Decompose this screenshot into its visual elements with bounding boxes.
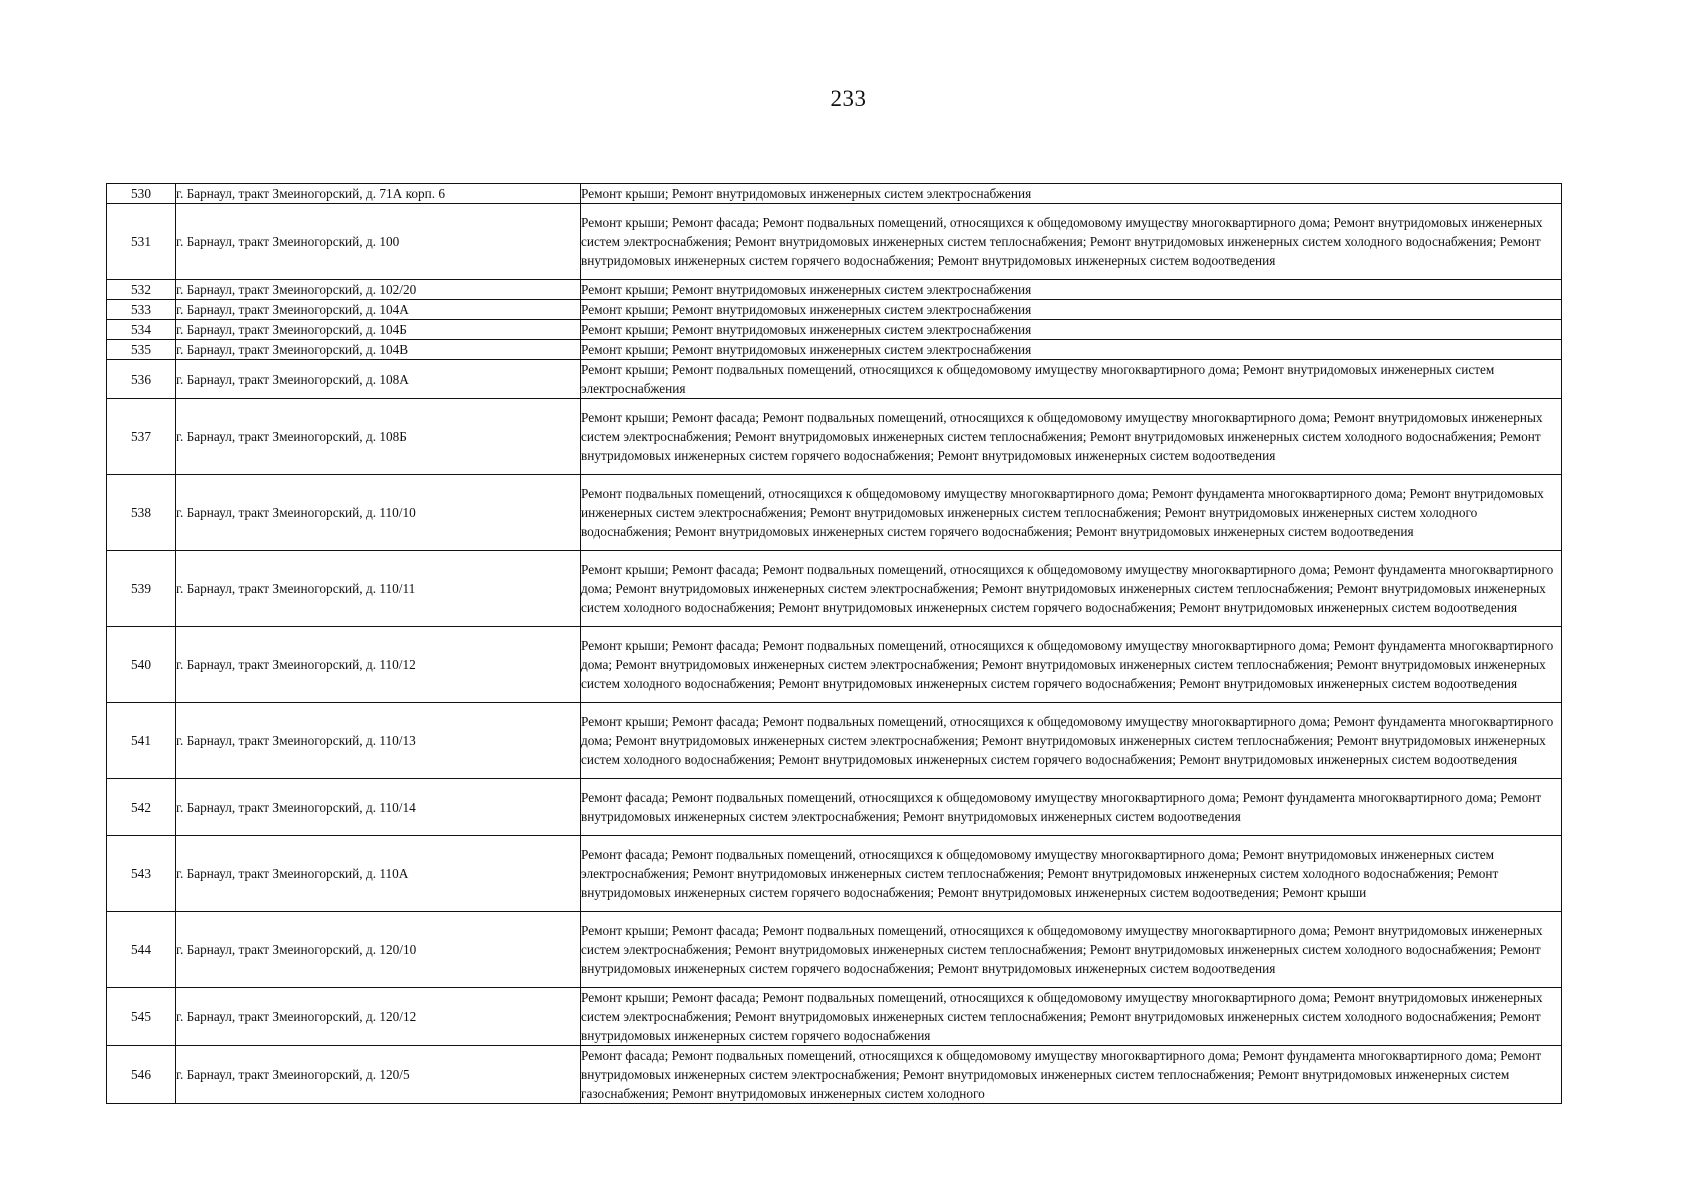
row-number-cell: 540 bbox=[107, 627, 176, 703]
address-cell: г. Барнаул, тракт Змеиногорский, д. 104В bbox=[176, 340, 581, 360]
row-number-cell: 533 bbox=[107, 300, 176, 320]
works-text: Ремонт крыши; Ремонт фасада; Ремонт подвальных помещений, относящихся к общедомовому имуществу многоквартирного дома; Ремонт внутридомовых инженерных систем электроснабжения; Ремонт внутридомовых инженерных систем теплоснабжения; Ремонт внутридомовых инженерных систем холодного водоснабжения; Ремонт внутридомовых инженерных систем горячего водоснабжения; Ремонт внутридомовых инженерных систем водоотведения bbox=[581, 410, 1543, 463]
address-cell: г. Барнаул, тракт Змеиногорский, д. 71А корп. 6 bbox=[176, 184, 581, 204]
works-cell bbox=[581, 627, 1562, 703]
row-number-cell: 544 bbox=[107, 912, 176, 988]
works-cell bbox=[581, 399, 1562, 475]
works-cell bbox=[581, 988, 1562, 1046]
works-cell bbox=[581, 836, 1562, 912]
works-text: Ремонт крыши; Ремонт внутридомовых инженерных систем электроснабжения bbox=[581, 186, 1032, 201]
works-text: Ремонт крыши; Ремонт внутридомовых инженерных систем электроснабжения bbox=[581, 322, 1032, 337]
table-row bbox=[107, 340, 1562, 360]
address-cell: г. Барнаул, тракт Змеиногорский, д. 120/10 bbox=[176, 912, 581, 988]
address-cell: г. Барнаул, тракт Змеиногорский, д. 108А bbox=[176, 360, 581, 399]
address-cell: г. Барнаул, тракт Змеиногорский, д. 110/10 bbox=[176, 475, 581, 551]
address-cell: г. Барнаул, тракт Змеиногорский, д. 102/20 bbox=[176, 280, 581, 300]
table-row bbox=[107, 627, 1562, 703]
works-cell bbox=[581, 204, 1562, 280]
table-row bbox=[107, 320, 1562, 340]
row-number-cell: 545 bbox=[107, 988, 176, 1046]
table-row bbox=[107, 204, 1562, 280]
row-number-cell: 537 bbox=[107, 399, 176, 475]
table-row bbox=[107, 551, 1562, 627]
works-cell bbox=[581, 779, 1562, 836]
table-row bbox=[107, 779, 1562, 836]
address-cell: г. Барнаул, тракт Змеиногорский, д. 104А bbox=[176, 300, 581, 320]
row-number-cell: 532 bbox=[107, 280, 176, 300]
works-cell bbox=[581, 1046, 1562, 1104]
row-number-cell: 538 bbox=[107, 475, 176, 551]
address-cell: г. Барнаул, тракт Змеиногорский, д. 110/12 bbox=[176, 627, 581, 703]
works-text: Ремонт крыши; Ремонт фасада; Ремонт подвальных помещений, относящихся к общедомовому имуществу многоквартирного дома; Ремонт внутридомовых инженерных систем электроснабжения; Ремонт внутридомовых инженерных систем теплоснабжения; Ремонт внутридомовых инженерных систем холодного водоснабжения; Ремонт внутридомовых инженерных систем горячего водоснабжения bbox=[581, 990, 1543, 1043]
works-cell bbox=[581, 184, 1562, 204]
works-text: Ремонт крыши; Ремонт фасада; Ремонт подвальных помещений, относящихся к общедомовому имуществу многоквартирного дома; Ремонт внутридомовых инженерных систем электроснабжения; Ремонт внутридомовых инженерных систем теплоснабжения; Ремонт внутридомовых инженерных систем холодного водоснабжения; Ремонт внутридомовых инженерных систем горячего водоснабжения; Ремонт внутридомовых инженерных систем водоотведения bbox=[581, 215, 1543, 268]
works-text: Ремонт крыши; Ремонт внутридомовых инженерных систем электроснабжения bbox=[581, 342, 1032, 357]
works-cell bbox=[581, 703, 1562, 779]
works-text: Ремонт фасада; Ремонт подвальных помещений, относящихся к общедомовому имуществу многоквартирного дома; Ремонт внутридомовых инженерных систем электроснабжения; Ремонт внутридомовых инженерных систем теплоснабжения; Ремонт внутридомовых инженерных систем холодного водоснабжения; Ремонт внутридомовых инженерных систем горячего водоснабжения; Ремонт внутридомовых инженерных систем водоотведения; Ремонт крыши bbox=[581, 847, 1499, 900]
row-number-cell: 542 bbox=[107, 779, 176, 836]
works-cell bbox=[581, 475, 1562, 551]
address-cell: г. Барнаул, тракт Змеиногорский, д. 120/5 bbox=[176, 1046, 581, 1104]
works-text: Ремонт крыши; Ремонт фасада; Ремонт подвальных помещений, относящихся к общедомовому имуществу многоквартирного дома; Ремонт фундамента многоквартирного дома; Ремонт внутридомовых инженерных систем электроснабжения; Ремонт внутридомовых инженерных систем теплоснабжения; Ремонт внутридомовых инженерных систем холодного водоснабжения; Ремонт внутридомовых инженерных систем горячего водоснабжения; Ремонт внутридомовых инженерных систем водоотведения bbox=[581, 638, 1554, 691]
address-cell: г. Барнаул, тракт Змеиногорский, д. 110А bbox=[176, 836, 581, 912]
address-cell: г. Барнаул, тракт Змеиногорский, д. 110/13 bbox=[176, 703, 581, 779]
works-text: Ремонт фасада; Ремонт подвальных помещений, относящихся к общедомовому имуществу многоквартирного дома; Ремонт фундамента многоквартирного дома; Ремонт внутридомовых инженерных систем электроснабжения; Ремонт внутридомовых инженерных систем теплоснабжения; Ремонт внутридомовых инженерных систем газоснабжения; Ремонт внутридомовых инженерных систем холодного bbox=[581, 1048, 1542, 1101]
page-number: 233 bbox=[830, 86, 867, 111]
address-cell: г. Барнаул, тракт Змеиногорский, д. 100 bbox=[176, 204, 581, 280]
works-cell bbox=[581, 280, 1562, 300]
works-cell bbox=[581, 340, 1562, 360]
works-text: Ремонт крыши; Ремонт фасада; Ремонт подвальных помещений, относящихся к общедомовому имуществу многоквартирного дома; Ремонт фундамента многоквартирного дома; Ремонт внутридомовых инженерных систем электроснабжения; Ремонт внутридомовых инженерных систем теплоснабжения; Ремонт внутридомовых инженерных систем холодного водоснабжения; Ремонт внутридомовых инженерных систем горячего водоснабжения; Ремонт внутридомовых инженерных систем водоотведения bbox=[581, 714, 1554, 767]
works-text: Ремонт крыши; Ремонт фасада; Ремонт подвальных помещений, относящихся к общедомовому имуществу многоквартирного дома; Ремонт фундамента многоквартирного дома; Ремонт внутридомовых инженерных систем электроснабжения; Ремонт внутридомовых инженерных систем теплоснабжения; Ремонт внутридомовых инженерных систем холодного водоснабжения; Ремонт внутридомовых инженерных систем горячего водоснабжения; Ремонт внутридомовых инженерных систем водоотведения bbox=[581, 562, 1554, 615]
works-text: Ремонт крыши; Ремонт фасада; Ремонт подвальных помещений, относящихся к общедомовому имуществу многоквартирного дома; Ремонт внутридомовых инженерных систем электроснабжения; Ремонт внутридомовых инженерных систем теплоснабжения; Ремонт внутридомовых инженерных систем холодного водоснабжения; Ремонт внутридомовых инженерных систем горячего водоснабжения; Ремонт внутридомовых инженерных систем водоотведения bbox=[581, 923, 1543, 976]
works-text: Ремонт крыши; Ремонт подвальных помещений, относящихся к общедомовому имуществу многоквартирного дома; Ремонт внутридомовых инженерных систем электроснабжения bbox=[581, 362, 1495, 396]
table-row bbox=[107, 703, 1562, 779]
works-cell bbox=[581, 551, 1562, 627]
address-cell: г. Барнаул, тракт Змеиногорский, д. 110/14 bbox=[176, 779, 581, 836]
works-cell bbox=[581, 320, 1562, 340]
address-cell: г. Барнаул, тракт Змеиногорский, д. 110/11 bbox=[176, 551, 581, 627]
table-row bbox=[107, 280, 1562, 300]
row-number-cell: 534 bbox=[107, 320, 176, 340]
table-row bbox=[107, 300, 1562, 320]
row-number-cell: 546 bbox=[107, 1046, 176, 1104]
address-cell: г. Барнаул, тракт Змеиногорский, д. 108Б bbox=[176, 399, 581, 475]
works-text: Ремонт фасада; Ремонт подвальных помещений, относящихся к общедомовому имуществу многоквартирного дома; Ремонт фундамента многоквартирного дома; Ремонт внутридомовых инженерных систем электроснабжения; Ремонт внутридомовых инженерных систем водоотведения bbox=[581, 790, 1542, 824]
address-cell: г. Барнаул, тракт Змеиногорский, д. 120/12 bbox=[176, 988, 581, 1046]
row-number-cell: 535 bbox=[107, 340, 176, 360]
table-row bbox=[107, 184, 1562, 204]
works-cell bbox=[581, 912, 1562, 988]
works-text: Ремонт крыши; Ремонт внутридомовых инженерных систем электроснабжения bbox=[581, 282, 1032, 297]
works-text: Ремонт крыши; Ремонт внутридомовых инженерных систем электроснабжения bbox=[581, 302, 1032, 317]
row-number-cell: 541 bbox=[107, 703, 176, 779]
works-cell bbox=[581, 360, 1562, 399]
address-cell: г. Барнаул, тракт Змеиногорский, д. 104Б bbox=[176, 320, 581, 340]
table-row bbox=[107, 475, 1562, 551]
table-row bbox=[107, 912, 1562, 988]
row-number-cell: 539 bbox=[107, 551, 176, 627]
row-number-cell: 536 bbox=[107, 360, 176, 399]
table-row bbox=[107, 836, 1562, 912]
table-row bbox=[107, 399, 1562, 475]
works-cell bbox=[581, 300, 1562, 320]
repair-registry-table bbox=[106, 183, 1562, 1104]
table-row bbox=[107, 1046, 1562, 1104]
table-row bbox=[107, 360, 1562, 399]
row-number-cell: 531 bbox=[107, 204, 176, 280]
table-row bbox=[107, 988, 1562, 1046]
works-text: Ремонт подвальных помещений, относящихся к общедомовому имуществу многоквартирного дома; Ремонт фундамента многоквартирного дома; Ремонт внутридомовых инженерных систем электроснабжения; Ремонт внутридомовых инженерных систем теплоснабжения; Ремонт внутридомовых инженерных систем холодного водоснабжения; Ремонт внутридомовых инженерных систем горячего водоснабжения; Ремонт внутридомовых инженерных систем водоотведения bbox=[581, 486, 1544, 539]
row-number-cell: 530 bbox=[107, 184, 176, 204]
row-number-cell: 543 bbox=[107, 836, 176, 912]
